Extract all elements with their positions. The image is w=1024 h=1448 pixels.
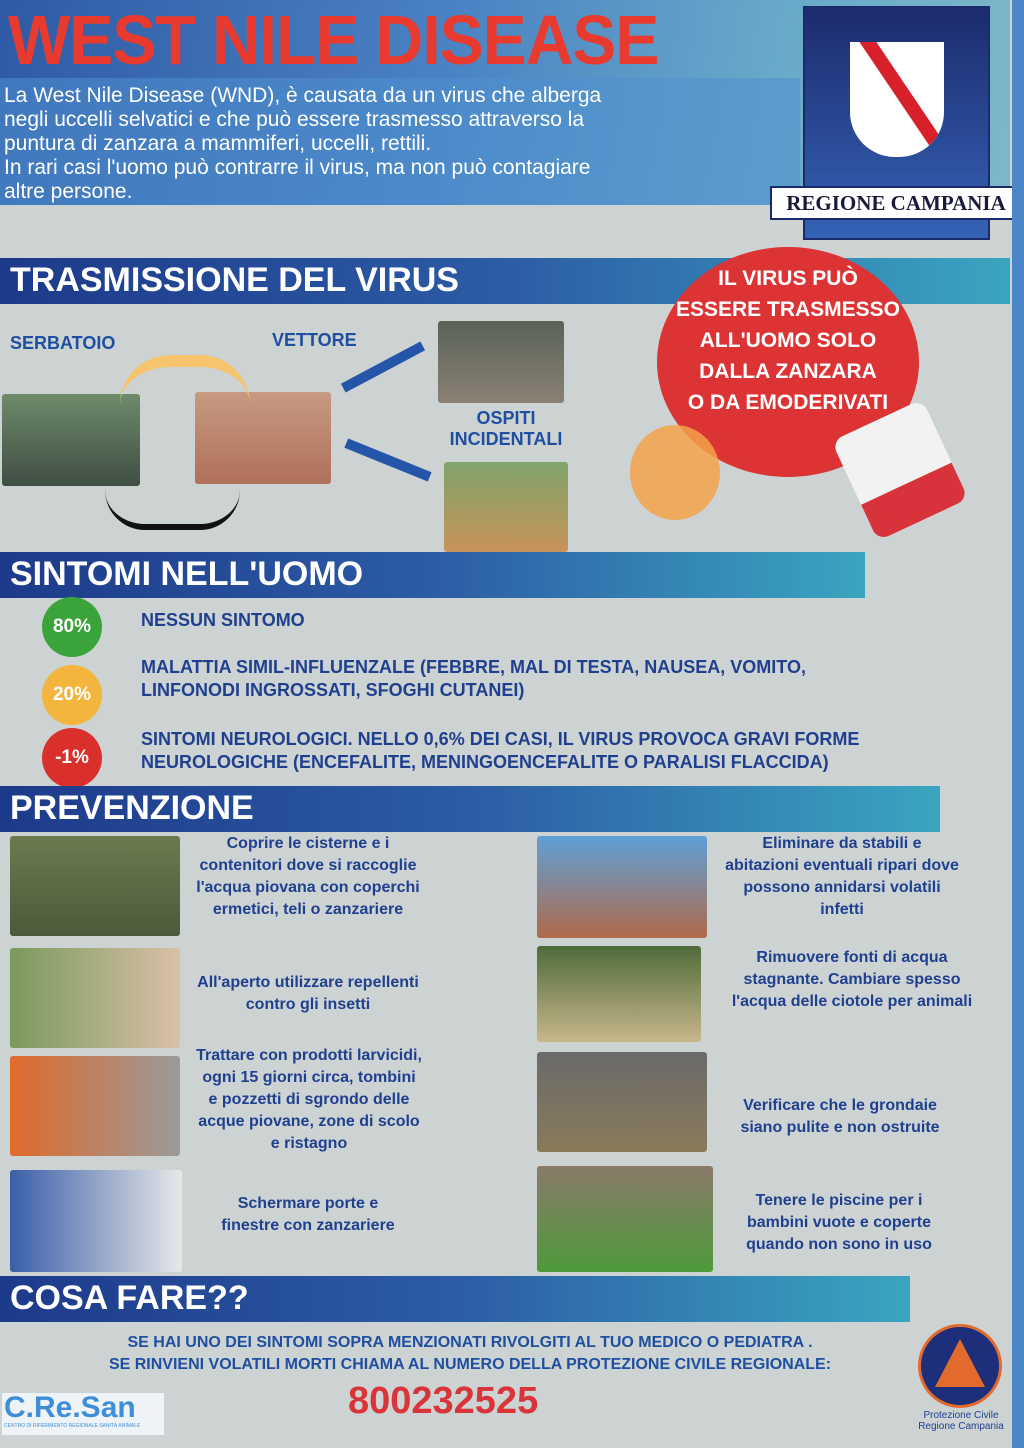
prevention-text: Verificare che le grondaie siano pulite e non ostruite bbox=[740, 1097, 940, 1136]
callout-line: ESSERE TRASMESSO bbox=[675, 298, 901, 321]
triangle-icon bbox=[935, 1339, 985, 1387]
pigeon-photo bbox=[2, 394, 140, 486]
callout-line: IL VIRUS PUÒ bbox=[718, 267, 858, 290]
logo-text: REGIONE CAMPANIA bbox=[770, 186, 1022, 220]
cresan-logo-text: C.Re.San bbox=[4, 1391, 136, 1424]
vector-label: VETTORE bbox=[272, 330, 357, 350]
caption-line: Regione Campania bbox=[918, 1421, 1004, 1432]
cresan-logo bbox=[2, 1393, 164, 1435]
prevention-text: Schermare porte e finestre con zanzariere bbox=[221, 1195, 395, 1234]
percent-badge: -1% bbox=[42, 728, 102, 788]
section-heading-prevention: PREVENZIONE bbox=[0, 786, 940, 832]
larvicide-photo bbox=[10, 1056, 180, 1156]
percent-badge: 80% bbox=[42, 597, 102, 657]
percent-badge: 20% bbox=[42, 665, 102, 725]
horse-photo bbox=[444, 462, 568, 552]
cresan-subtitle: CENTRO DI RIFERIMENTO REGIONALE SANITÀ ANIMALE bbox=[4, 1423, 141, 1429]
mosquito-cartoon-icon bbox=[630, 425, 720, 520]
intro-line: negli uccelli selvatici e che può essere trasmesso attraverso la bbox=[4, 108, 585, 131]
prevention-text: Trattare con prodotti larvicidi, ogni 15 giorni circa, tombini e pozzetti di sgrondo delle acque piovane, zone di scolo e ristagno bbox=[196, 1047, 422, 1152]
gutter-photo bbox=[537, 1052, 707, 1152]
page-title: WEST NILE DISEASE bbox=[8, 1, 659, 79]
protezione-civile-caption bbox=[905, 1410, 1017, 1432]
curved-arrow-icon bbox=[120, 355, 250, 405]
caption-line: Protezione Civile bbox=[923, 1410, 999, 1421]
symptom-text: LINFONODI INGROSSATI, SFOGHI CUTANEI) bbox=[141, 680, 525, 700]
arrow-icon bbox=[344, 439, 431, 482]
symptom-text: MALATTIA SIMIL-INFLUENZALE (FEBBRE, MAL DI TESTA, NAUSEA, VOMITO, bbox=[141, 657, 806, 677]
section-heading-symptoms: SINTOMI NELL'UOMO bbox=[0, 552, 865, 598]
advice-line: SE RINVIENI VOLATILI MORTI CHIAMA AL NUMERO DELLA PROTEZIONE CIVILE REGIONALE: bbox=[108, 1356, 832, 1373]
roof-birds-photo bbox=[537, 836, 707, 938]
symptom-text: SINTOMI NEUROLOGICI. NELLO 0,6% DEI CASI, IL VIRUS PROVOCA GRAVI FORME bbox=[141, 729, 860, 749]
intro-line: puntura di zanzara a mammiferi, uccelli, rettili. bbox=[4, 132, 432, 155]
intro-line: La West Nile Disease (WND), è causata da un virus che alberga bbox=[4, 84, 602, 107]
hosts-line: OSPITI bbox=[476, 408, 536, 428]
phone-number[interactable]: 800232525 bbox=[348, 1380, 539, 1422]
shield-icon bbox=[850, 42, 944, 157]
protezione-civile-logo bbox=[918, 1324, 1002, 1408]
section-heading-transmission: TRASMISSIONE DEL VIRUS bbox=[0, 258, 1010, 304]
repellent-photo bbox=[10, 948, 180, 1048]
man-photo bbox=[438, 321, 564, 403]
prevention-text: Rimuovere fonti di acqua stagnante. Cambiare spesso l'acqua delle ciotole per animali bbox=[731, 949, 973, 1010]
curved-arrow-icon bbox=[105, 490, 240, 530]
reservoir-label: SERBATOIO bbox=[10, 333, 116, 353]
mosquito-photo bbox=[195, 392, 331, 484]
stagnant-water-photo bbox=[537, 946, 701, 1042]
section-heading-what-to-do: COSA FARE?? bbox=[0, 1276, 910, 1322]
hosts-line: INCIDENTALI bbox=[449, 429, 563, 449]
callout-line: DALLA ZANZARA bbox=[699, 360, 877, 383]
prevention-text: Eliminare da stabili e abitazioni eventuali ripari dove possono annidarsi volatili infetti bbox=[725, 835, 959, 918]
hosts-label bbox=[440, 408, 572, 450]
symptom-text: NESSUN SINTOMO bbox=[141, 610, 305, 630]
kiddie-pool-photo bbox=[537, 1166, 713, 1272]
symptom-text: NEUROLOGICHE (ENCEFALITE, MENINGOENCEFALITE O PARALISI FLACCIDA) bbox=[141, 752, 829, 772]
cistern-photo bbox=[10, 836, 180, 936]
right-edge-stripe bbox=[1012, 0, 1024, 1448]
prevention-text: Coprire le cisterne e i contenitori dove si raccoglie l'acqua piovana con coperchi ermetici, teli o zanzariere bbox=[196, 835, 420, 918]
window-screen-photo bbox=[10, 1170, 182, 1272]
advice-line: SE HAI UNO DEI SINTOMI SOPRA MENZIONATI RIVOLGITI AL TUO MEDICO O PEDIATRA . bbox=[127, 1334, 813, 1351]
callout-line: ALL'UOMO SOLO bbox=[699, 329, 877, 352]
intro-line: altre persone. bbox=[4, 180, 133, 203]
regione-campania-logo bbox=[786, 6, 1006, 240]
callout-line: O DA EMODERIVATI bbox=[687, 391, 889, 414]
prevention-text: Tenere le piscine per i bambini vuote e coperte quando non sono in uso bbox=[746, 1192, 932, 1253]
intro-line: In rari casi l'uomo può contrarre il virus, ma non può contagiare bbox=[4, 156, 591, 179]
prevention-text: All'aperto utilizzare repellenti contro gli insetti bbox=[197, 974, 419, 1013]
